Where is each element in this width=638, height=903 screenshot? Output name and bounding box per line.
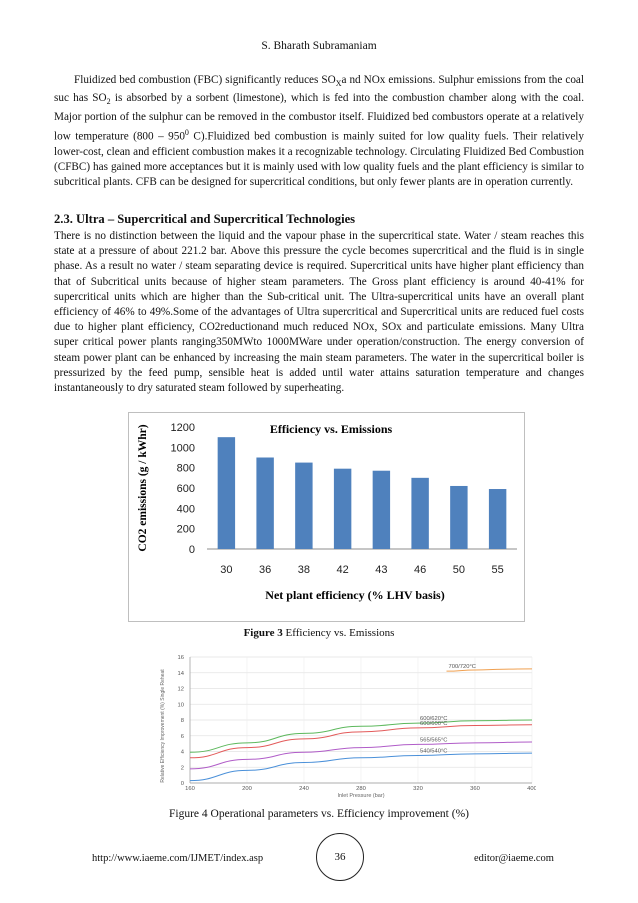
y-tick-label: 600 — [176, 483, 195, 495]
para1-s1: Fluidized bed combustion (FBC) significantly reduces SO — [74, 74, 336, 86]
x-tick-label: 43 — [375, 564, 388, 576]
bar — [489, 489, 506, 549]
x-tick-label: 36 — [259, 564, 272, 576]
para1-sup-0: 0 — [184, 128, 189, 138]
x-tick-label: 240 — [299, 786, 309, 792]
x-tick-label: 160 — [185, 786, 195, 792]
y-tick-label: 16 — [177, 655, 184, 661]
x-tick-label: 400 — [527, 786, 536, 792]
figure-4-caption: Figure 4 Operational parameters vs. Efficiency improvement (%) — [169, 808, 469, 820]
section-heading: 2.3. Ultra – Supercritical and Supercritical Technologies — [54, 212, 356, 226]
fig4-y-axis-label: Relative Efficiency Improvement (%) Single Reheat — [160, 669, 166, 783]
bar — [295, 463, 312, 549]
bar — [256, 458, 273, 550]
y-tick-label: 1200 — [170, 422, 195, 434]
series-label: 600/620°C — [420, 716, 448, 723]
para1-sub-2: 2 — [106, 97, 111, 107]
x-tick-label: 320 — [413, 786, 423, 792]
chart-title: Efficiency vs. Emissions — [269, 422, 393, 436]
bar — [411, 478, 428, 549]
figure-3-caption — [0, 627, 638, 639]
para1-sub-x: X — [335, 79, 342, 89]
bar — [373, 471, 390, 549]
efficiency-emissions-chart — [129, 413, 524, 621]
series-label: 700/720°C — [448, 664, 476, 671]
y-tick-label: 800 — [176, 462, 195, 475]
y-tick-label: 1000 — [170, 442, 195, 455]
x-tick-label: 30 — [220, 564, 233, 576]
series-label: 565/565°C — [420, 737, 448, 744]
y-tick-label: 0 — [180, 781, 184, 787]
x-tick-label: 42 — [336, 564, 349, 576]
bar — [334, 469, 351, 549]
para1-s4: C).Fluidized bed combustion is mainly suited for low quality fuels. Their relatively lower-cost, clean and efficient combustion makes it a recognizable technology. Circulating Fluidized Bed Combustion (CFBC) has gained more acceptances but it is mainly used with low quality fuels and the plant efficiency is similar to subcritical plants. CFB can be designed for supercritical conditions, but only fewer plants are in operation currently. — [54, 130, 584, 189]
x-axis-label: Net plant efficiency (% LHV basis) — [265, 588, 445, 602]
footer-email[interactable]: editor@iaeme.com — [474, 853, 554, 864]
para1-s3: is absorbed by a sorbent (limestone), which is fed into the combustion chamber along with the coal. Major portion of the sulphur can be removed in the combustor itself. Fluidized bed combustors operate at a relatively low temperature (800 – 950 — [54, 92, 584, 143]
footer-url[interactable]: http://www.iaeme.com/IJMET/index.asp — [92, 853, 264, 864]
y-tick-label: 12 — [177, 686, 184, 693]
y-tick-label: 2 — [180, 765, 184, 772]
series-label: 600/600°C — [420, 720, 448, 727]
x-tick-label: 360 — [470, 786, 480, 792]
y-tick-label: 200 — [176, 523, 195, 536]
y-tick-label: 6 — [180, 733, 184, 740]
paragraph-supercritical: There is no distinction between the liquid and the vapour phase in the supercritical state. Water / steam reaches this state at a pressure of about 221.2 bar. Above this pressure the cycle becomes supercritical and the fluid is in single phase. As a result no water / steam separating device is required. Supercritical units have higher plant efficiency than that of Subcritical units because of higher steam parameters. The Gross plant efficiency is around 40-41% for supercritical units which are higher than the Sub-critical unit. The Ultra-supercritical units have an overall plant efficiency of 46% to 49%.Some of the advantages of Ultra supercritical and Supercritical units are reduced fuel costs due to higher plant efficiency, CO2reductionand much reduced NOx, SOx and particulate emissions. Many Ultra super critical power plants ranging350MWto 1000MWare under operation/construction. The energy conversion of steam power plant can be enhanced by increasing the main steam parameters. The water in the supercritical boiler is pressurized by the feed pump, sensible heat is added until water attains saturation temperature and changes instantaneously to dry saturated steam followed by superheating. — [54, 230, 584, 395]
y-tick-label: 10 — [177, 702, 184, 709]
x-tick-label: 55 — [491, 564, 504, 576]
figure-4-chart — [160, 650, 536, 800]
x-tick-label: 46 — [414, 564, 427, 576]
y-tick-label: 8 — [180, 718, 184, 724]
figure-3-chart — [128, 412, 525, 622]
series-label: 540/540°C — [420, 748, 448, 755]
paragraph-fbc — [54, 73, 584, 191]
x-tick-label: 38 — [297, 564, 310, 576]
running-header: S. Bharath Subramaniam — [261, 40, 377, 52]
y-tick-label: 14 — [177, 670, 184, 677]
efficiency-improvement-chart — [160, 650, 536, 800]
figure-3-caption-text: Efficiency vs. Emissions — [282, 627, 395, 639]
para1-s2: a nd NOx emissions. Sulphur emissions from the coal suc has SO — [54, 74, 585, 105]
figure-3-label: Figure 3 — [243, 627, 283, 639]
y-axis-label: CO2 emissions (g / kWhr) — [137, 424, 149, 552]
y-tick-label: 4 — [180, 749, 184, 756]
x-tick-label: 200 — [242, 786, 252, 792]
fig4-x-axis-label: Inlet Pressure (bar) — [337, 793, 385, 799]
y-tick-label: 0 — [188, 544, 195, 556]
bar — [218, 437, 235, 549]
x-tick-label: 280 — [356, 786, 366, 792]
x-tick-label: 50 — [452, 564, 465, 576]
page-number: 36 — [316, 833, 364, 881]
y-tick-label: 400 — [176, 503, 195, 516]
bar — [450, 486, 467, 549]
